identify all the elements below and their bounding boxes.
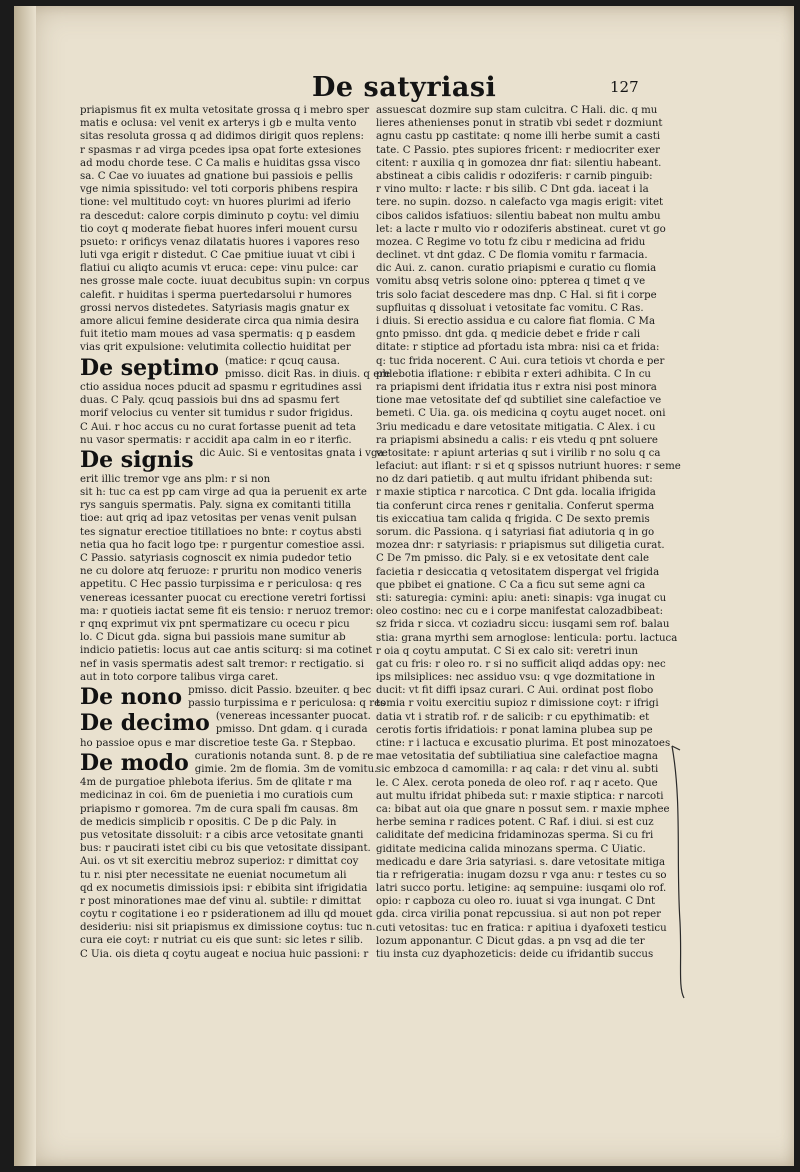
text-line: ctine: r i lactuca e excusatio plurima. Et post minozatoes (376, 738, 671, 749)
text-line: desideriu: nisi sit priapismus ex dimissione coytus: tuc n. (80, 922, 376, 934)
text-line: medicinaz in coi. 6m de puenietia i mo curatiois cum (80, 790, 353, 802)
text-line: duas. C Paly. qcuq passiois bui dns ad spasmu fert (80, 395, 340, 407)
text-line: stia: grana myrthi sem arnoglose: lenticula: portu. lactuca (376, 632, 678, 644)
text-line: mae vetositatia def subtiliatiua sine calefactioe magna (376, 751, 658, 763)
text-line: C Uia. ois dieta q coytu augeat e nociua huic passioni: r (80, 948, 369, 960)
section-modo (80, 749, 378, 776)
text-line: giditate medicina calida minozans sperma. C Uiatic. (376, 843, 646, 855)
text-line: opio: r capboza cu oleo ro. iuuat si vga inungat. C Dnt (376, 896, 656, 908)
text-line: tere. no supin. dozso. n calefacto vga magis erigit: vitet (376, 197, 664, 209)
text-line: grossi nervos distedetes. Satyriasis magis gnatur ex (80, 302, 350, 314)
text-line: tate. C Passio. ptes supiores fricent: r mediocriter exer (376, 144, 661, 156)
text-line: oleo costino: nec cu e i corpe manifestat calozadbibeat: (376, 606, 664, 618)
text-line: ma: r quotieis iactat seme fit eis tensio: r neruoz tremor: (80, 605, 374, 617)
text-line: priapismo r gomorea. 7m de cura spali fm causas. 8m (80, 803, 359, 815)
text-line: r qnq exprimut vix pnt spermatizare cu ocecu r picu (80, 618, 350, 630)
text-line: fuit itetio mam moues ad vasa spermatis: q p easdem (80, 329, 356, 341)
text-line: Aui. os vt sit exercitiu mebroz superioz: r dimittat coy (80, 856, 359, 868)
text-line: ad modu chorde tese. C Ca malis e huiditas gssa visco (80, 157, 361, 169)
text-line: cerotis fortis ifridatiois: r ponat lamina plubea sup pe (376, 724, 653, 736)
text-line: tione: vel multitudo coyt: vn huores plurimi ad iferio (80, 197, 351, 209)
text-line: aut multu ifridat phibeda sut: r maxie stiptica: r narcoti (376, 790, 664, 802)
text-line: agnu castu pp castitate: q nome illi herbe sumit a casti (376, 131, 661, 143)
handwritten-margin-mark (668, 742, 690, 1002)
text-line: psueto: r orificys venaz dilatatis huores i vapores reso (80, 236, 360, 248)
text-block-1 (80, 104, 370, 355)
text-line: cibos calidos isfatiuos: silentiu babeat non multu ambu (376, 210, 661, 222)
text-line: vomitu absq vetris solone oino: ppterea q timet q ve (376, 276, 646, 288)
section-nono (80, 683, 386, 710)
text-line: tio coyt q moderate fiebat huores inferi mouent cursu (80, 223, 358, 235)
text-line: r post minorationes mae def vinu al. subtile: r dimittat (80, 895, 361, 907)
heading-decimo: De decimo (80, 710, 210, 737)
right-column (376, 104, 681, 999)
text-line: priapismus fit ex multa vetositate grossa q i mebro sper (80, 105, 370, 116)
text-line: netia qua ho facit logo tpe: r purgentur comestioe assi. (80, 539, 365, 551)
text-line: sit h: tuc ca est pp cam virge ad qua ia peruenit ex arte (80, 487, 367, 499)
page-gutter (14, 6, 36, 1166)
septimo-side-line: pmisso. dicit Ras. in diuis. q ere (224, 368, 391, 380)
text-line: 4m de purgatioe phlebota iferius. 5m de qlitate r ma (80, 777, 352, 789)
text-line: mozea dnr: r satyriasis: r priapismus sut diligetia curat. (376, 540, 665, 552)
text-line: sti: saturegia: cymini: apiu: aneti: sinapis: vga inugat cu (376, 592, 667, 604)
text-block-3 (80, 473, 374, 684)
text-line: tione mae vetositate def qd subtiliet sine calefactioe ve (376, 395, 662, 407)
text-line: pus vetositate dissoluit: r a cibis arce vetositate gnanti (80, 829, 364, 841)
text-line: herbe semina r radices potent. C Raf. i diui. si est cuz (376, 817, 654, 829)
text-line: luti vga erigit r distedut. C Cae pmitiue iuuat vt cibi i (80, 250, 356, 262)
heading-septimo: De septimo (80, 354, 219, 381)
text-line: nes grosse male cocte. iuuat decubitus supin: vn corpus (80, 276, 370, 288)
text-line: ra priapismi absinedu a calis: r eis vtedu q pnt soluere (376, 434, 658, 446)
text-line: cuti vetositas: tuc en fratica: r apitiua i dyafoxeti testicu (376, 922, 667, 934)
text-line: erit illic tremor vge ans plm: r si non (80, 473, 271, 485)
text-line: tiu insta cuz dyaphozeticis: deide cu ifridantib succus (376, 949, 654, 960)
nono-side-line: pmisso. dicit Passio. bzeuiter. q bec (188, 684, 372, 696)
decimo-line: ho passioe opus e mar discretioe teste Ga. r Stepbao. (80, 737, 356, 749)
text-line: tioe: aut qriq ad ipaz vetositas per venas venit pulsan (80, 513, 357, 525)
text-line: q: tuc frida nocerent. C Aui. cura tetiois vt chorda e per (376, 355, 665, 367)
text-line: medicadu e dare 3ria satyriasi. s. dare vetositate mitiga (376, 856, 666, 868)
text-line: tris solo faciat descedere mas dnp. C Hal. si fit i corpe (376, 289, 657, 301)
text-line: rys sanguis spermatis. Paly. signa ex comitanti titilla (80, 500, 352, 512)
text-line: ra priapismi dent ifridatia itus r extra nisi post minora (376, 381, 657, 393)
text-line: assuescat dozmire sup stam culcitra. C Hali. dic. q mu (376, 105, 658, 116)
text-line: C Passio. satyriasis cognoscit ex nimia pudedor tetio (80, 553, 352, 564)
text-line: nef in vasis spermatis adest salt tremor: r rectigatio. si (80, 658, 364, 670)
text-line: facietia r desiccatia q vetositatem dispergat vel frigida (376, 566, 660, 578)
text-line: qd ex nocumetis dimissiois ipsi: r ebibita sint ifrigidatia (80, 882, 368, 894)
text-line: vge nimia spissitudo: vel toti corporis phibens respira (80, 184, 359, 196)
text-line: vias qrit expulsione: velutimita collectio huiditat per (80, 342, 351, 354)
text-line: sorum. dic Passiona. q i satyriasi fiat adiutoria q in go (376, 527, 655, 538)
text-line: mozea. C Regime vo totu fz cibu r medicina ad fridu (376, 236, 646, 248)
text-line: declinet. vt dnt gdaz. C De flomia vomitu r farmacia. (376, 250, 648, 262)
text-line: aut in toto corpore talibus virga caret. (80, 671, 279, 683)
section-signis (80, 446, 384, 473)
text-line: abstineat a cibis calidis r odoziferis: r carnib pinguib: (376, 170, 653, 182)
text-line: C De 7m pmisso. dic Paly. si e ex vetositate dent cale (376, 553, 650, 565)
text-line: ips milsiplices: nec assiduo vsu: q vge dozmitatione in (376, 672, 656, 684)
heading-modo: De modo (80, 749, 189, 776)
text-line: lefaciut: aut iflant: r si et q spissos nutriunt huores: r seme (376, 461, 681, 473)
text-line: lozum apponantur. C Dicut gdas. a pn vsq ad die ter (376, 935, 645, 947)
text-line: vetositate: r apiunt arterias q sut i virilib r no solu q ca (376, 447, 661, 459)
text-line: latri succo portu. letigine: aq sempuine: iusqami olo rof. (376, 883, 667, 895)
text-line: calefit. r huiditas i sperma puertedarsolui r humores (80, 289, 352, 301)
text-line: ca: bibat aut oia que gnare n possut sem. r maxie mphee (376, 803, 670, 815)
text-line: r maxie stiptica r narcotica. C Dnt gda. localia ifrigida (376, 487, 656, 499)
text-line: venereas icessanter puocat cu erectione veretri fortissi (80, 592, 366, 604)
text-line: ne cu dolore atq feruoze: r pruritu non modico veneris (80, 566, 362, 578)
text-line: datia vt i stratib rof. r de salicib: r cu epythimatib: et (376, 711, 650, 723)
text-line: citent: r auxilia q in gomozea dnr fiat: silentiu habeant. (376, 157, 662, 169)
text-line: lo. C Dicut gda. signa bui passiois mane sumitur ab (80, 632, 346, 644)
text-line: tia conferunt circa renes r genitalia. Conferut sperma (376, 500, 655, 512)
text-line: de medicis simplicib r opositis. C De p dic Paly. in (80, 816, 337, 828)
text-line: sic embzoca d camomilla: r aq cala: r det vinu al. subti (376, 764, 659, 776)
text-line: cura eie coyt: r nutriat cu eis que sunt: sic letes r silib. (80, 935, 364, 947)
folio-number: 127 (610, 78, 639, 96)
heading-nono: De nono (80, 683, 183, 710)
text-block-4 (80, 776, 376, 961)
text-line: phlebotia iflatione: r ebibita r exteri adhibita. C In cu (376, 368, 651, 380)
text-line: nu vasor spermatis: r accidit apa calm in eo r iterfic. (80, 434, 352, 446)
text-line: tis exiccatiua tam calida q frigida. C De sexto premis (376, 513, 650, 525)
text-line: bemeti. C Uia. ga. ois medicina q coytu auget nocet. oni (376, 408, 666, 420)
text-line: coytu r cogitatione i eo r psiderationem ad illu qd mouet (80, 909, 373, 921)
text-line: caliditate def medicina fridaminozas sperma. Si cu fri (376, 830, 654, 842)
text-line: lieres athenienses ponut in stratib vbi sedet r dozmiunt (376, 118, 663, 130)
text-line: indicio patietis: locus aut cae antis sciturq: si ma cotinet (80, 645, 373, 657)
text-line: tomia r voitu exercitiu supioz r dimissione coyt: r ifrigi (376, 698, 659, 710)
text-line: ditate: r stiptice ad pfortadu ista mbra: nisi ca et frida: (376, 342, 660, 354)
text-line: bus: r paucirati istet cibi cu bis que vetositate dissipant. (80, 843, 371, 855)
modo-side-line: curationis notanda sunt. 8. p de re (194, 750, 374, 762)
text-line: gat cu fris: r oleo ro. r si no sufficit aliqd addas opy: nec (376, 658, 666, 670)
text-line: gnto pmisso. dnt gda. q medicie debet e fride r cali (376, 329, 641, 341)
text-line: sitas resoluta grossa q ad didimos dirigit quos replens: (80, 131, 364, 143)
running-title: De satyriasi (312, 72, 497, 103)
text-line: tes signatur erectioe titillatioes no bnte: r coytus absti (80, 526, 362, 538)
text-line: flatiui cu aliqto acumis vt eruca: cepe: vinu pulce: car (80, 263, 358, 275)
septimo-side-line: (matice: r qcuq causa. (224, 355, 340, 367)
text-line: r vino multo: r lacte: r bis silib. C Dnt gda. iaceat i la (376, 184, 649, 196)
nono-side-line: passio turpissima e r periculosa: q res (188, 698, 386, 710)
section-septimo (80, 354, 391, 381)
section-decimo (80, 710, 370, 736)
text-line: r oia q coytu amputat. C Si ex calo sit: veretri inun (376, 645, 638, 657)
text-line: let: a lacte r multo vio r odoziferis abstineat. curet vt go (376, 223, 666, 235)
decimo-side-line: pmisso. Dnt gdam. q i curada (215, 724, 368, 736)
text-line: sa. C Cae vo iuuates ad gnatione bui passiois e pellis (80, 170, 353, 182)
text-line: amore alicui femine desiderate circa qua nimia desira (80, 316, 360, 327)
text-line: dic Aui. z. canon. curatio priapismi e curatio cu flomia (376, 263, 657, 275)
text-line: gda. circa virilia ponat repcussiua. si aut non pot reper (376, 909, 662, 921)
text-line: 3riu medicadu e dare vetositate mitigatia. C Alex. i cu (376, 421, 656, 433)
text-line: tu r. nisi pter necessitate ne eueniat nocumetum ali (80, 869, 347, 881)
text-line: i diuis. Si erectio assidua e cu calore fiat flomia. C Ma (376, 316, 656, 327)
text-line: appetitu. C Hec passio turpissima e r periculosa: q res (80, 579, 362, 591)
text-line: supfluitas q dissoluat i vetositate fac vomitu. C Ras. (376, 302, 644, 314)
left-column (80, 104, 391, 1069)
text-line: ducit: vt fit diffi ipsaz curari. C Aui. ordinat post flobo (376, 685, 654, 697)
text-line: morif velocius cu venter sit tumidus r sudor frigidus. (80, 408, 354, 420)
text-line: no dz dari patietib. q aut multu ifridant phibenda sut: (376, 474, 653, 486)
signis-side-line: dic Auic. Si e ventositas gnata i vga (199, 447, 384, 459)
modo-side-line: gimie. 2m de flomia. 3m de vomitu. (194, 764, 378, 775)
text-line: C Aui. r hoc accus cu no curat fortasse puenit ad teta (80, 421, 356, 433)
text-line: ctio assidua noces pducit ad spasmu r egritudines assi (80, 381, 362, 393)
text-line: r spasmas r ad virga pcedes ipsa opat forte extesiones (80, 144, 362, 156)
decimo-side-line: (venereas incessanter puocat. (215, 711, 371, 723)
text-line: sz frida r sicca. vt coziadru siccu: iusqami sem rof. balau (376, 619, 670, 631)
text-block-2 (80, 381, 370, 447)
heading-signis: De signis (80, 446, 194, 473)
text-line: que pbibet ei gnatione. C Ca a ficu sut seme agni ca (376, 579, 646, 591)
text-line: le. C Alex. cerota poneda de oleo rof. r aq r aceto. Que (376, 777, 658, 789)
text-line: tia r refrigeratia: inugam dozsu r vga anu: r testes cu so (376, 869, 667, 881)
text-line: ra descedut: calore corpis diminuto p coytu: vel dimiu (80, 210, 360, 222)
text-line: matis e oclusa: vel venit ex arterys i gb e multa vento (80, 118, 357, 130)
